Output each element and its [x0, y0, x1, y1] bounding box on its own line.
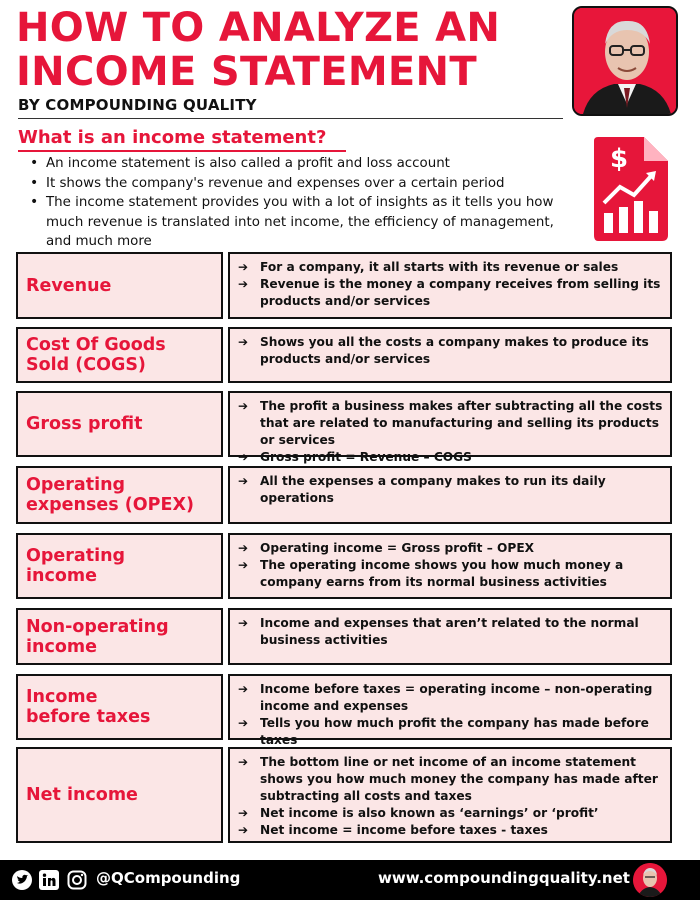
- arrow-icon: ➔: [238, 716, 249, 730]
- section-heading: What is an income statement?: [18, 127, 327, 148]
- page-title-line-1: HOW TO ANALYZE AN: [16, 5, 501, 51]
- row-description-box: [228, 674, 672, 747]
- description-line: ➔ The operating income shows you how much money a company earns from its normal business activities: [238, 558, 624, 589]
- row-label-box: [16, 608, 223, 665]
- description-line: ➔ Revenue is the money a company receives from selling its products and/or services: [238, 277, 661, 308]
- footer-bar: [0, 860, 700, 900]
- statement-row-opex: [16, 466, 672, 524]
- arrow-icon: ➔: [238, 335, 249, 349]
- row-description-box: [228, 466, 672, 524]
- statement-row-net-income: [16, 747, 672, 843]
- arrow-icon: ➔: [238, 474, 249, 488]
- row-label-box: [16, 674, 223, 740]
- dollar-symbol: $: [610, 144, 629, 174]
- row-label: Income before taxes: [26, 687, 151, 727]
- portrait-illustration: [574, 8, 678, 116]
- page-title-line-2: INCOME STATEMENT: [16, 49, 477, 95]
- intro-bullet: • An income statement is also called a profit and loss account: [30, 154, 580, 174]
- row-label: Gross profit: [26, 414, 143, 434]
- financial-report-icon: [590, 137, 668, 241]
- statement-row-revenue: [16, 252, 672, 319]
- row-label: Net income: [26, 785, 138, 805]
- description-line: ➔ Income before taxes = operating income – non-operating income and expenses: [238, 682, 653, 713]
- intro-bullet-list: [30, 154, 580, 252]
- arrow-icon: ➔: [238, 806, 249, 820]
- author-portrait: [572, 6, 678, 116]
- arrow-icon: ➔: [238, 277, 249, 291]
- statement-row-cogs: [16, 327, 672, 383]
- description-line: ➔ Gross profit = Revenue – COGS: [238, 450, 472, 464]
- statement-row-operating-income: [16, 533, 672, 599]
- description-line: ➔ Shows you all the costs a company makes to produce its products and/or services: [238, 335, 649, 366]
- arrow-icon: ➔: [238, 823, 249, 837]
- title-divider: [18, 118, 563, 119]
- row-description-box: [228, 747, 672, 843]
- heading-underline: [18, 150, 346, 152]
- description-line: ➔ For a company, it all starts with its revenue or sales: [238, 260, 619, 274]
- statement-row-gross-profit: [16, 391, 672, 464]
- instagram-icon[interactable]: [67, 870, 87, 890]
- row-label: Operating expenses (OPEX): [26, 475, 194, 515]
- row-description-box: [228, 252, 672, 319]
- row-label-box: [16, 327, 223, 383]
- website-link[interactable]: www.compoundingquality.net: [378, 869, 630, 887]
- row-label-box: [16, 252, 223, 319]
- description-line: ➔ Net income is also known as ‘earnings’ or ‘profit’: [238, 806, 599, 820]
- description-line: ➔ Tells you how much profit the company has made before taxes: [238, 716, 649, 747]
- row-description-box: [228, 391, 672, 464]
- row-description-box: [228, 533, 672, 599]
- arrow-icon: ➔: [238, 399, 249, 413]
- arrow-icon: ➔: [238, 682, 249, 696]
- intro-bullet: • It shows the company's revenue and expenses over a certain period: [30, 174, 580, 194]
- page-title: [16, 6, 561, 94]
- row-description-box: [228, 327, 672, 383]
- avatar: [633, 863, 667, 897]
- row-label: Operating income: [26, 546, 126, 586]
- social-handle[interactable]: @QCompounding: [96, 869, 241, 887]
- description-line: ➔ Operating income = Gross profit – OPEX: [238, 541, 535, 555]
- description-line: ➔ All the expenses a company makes to run its daily operations: [238, 474, 606, 505]
- arrow-icon: ➔: [238, 541, 249, 555]
- row-label-box: [16, 391, 223, 457]
- intro-bullet: • The income statement provides you with a lot of insights as it tells you how much revenue is translated into net income, the efficiency of management, and much more: [30, 193, 580, 252]
- row-label: Cost Of Goods Sold (COGS): [26, 335, 166, 375]
- arrow-icon: ➔: [238, 616, 249, 630]
- byline: BY COMPOUNDING QUALITY: [18, 96, 257, 114]
- arrow-icon: ➔: [238, 450, 249, 464]
- description-line: ➔ Income and expenses that aren’t related to the normal business activities: [238, 616, 639, 647]
- row-label: Non-operating income: [26, 616, 169, 657]
- row-label-box: [16, 747, 223, 843]
- row-label-box: [16, 533, 223, 599]
- arrow-icon: ➔: [238, 558, 249, 572]
- row-label: Revenue: [26, 275, 112, 296]
- twitter-icon[interactable]: [12, 870, 32, 890]
- statement-row-non-operating-income: [16, 608, 672, 665]
- row-label-box: [16, 466, 223, 524]
- description-line: ➔ The bottom line or net income of an income statement shows you how much money the company has made after subtracting all costs and taxes: [238, 755, 658, 803]
- linkedin-icon[interactable]: [39, 870, 59, 890]
- statement-row-income-before-taxes: [16, 674, 672, 747]
- description-line: ➔ The profit a business makes after subtracting all the costs that are related to manufacturing and selling its products or services: [238, 399, 663, 447]
- arrow-icon: ➔: [238, 755, 249, 769]
- row-description-box: [228, 608, 672, 665]
- arrow-icon: ➔: [238, 260, 249, 274]
- description-line: ➔ Net income = income before taxes - taxes: [238, 823, 548, 837]
